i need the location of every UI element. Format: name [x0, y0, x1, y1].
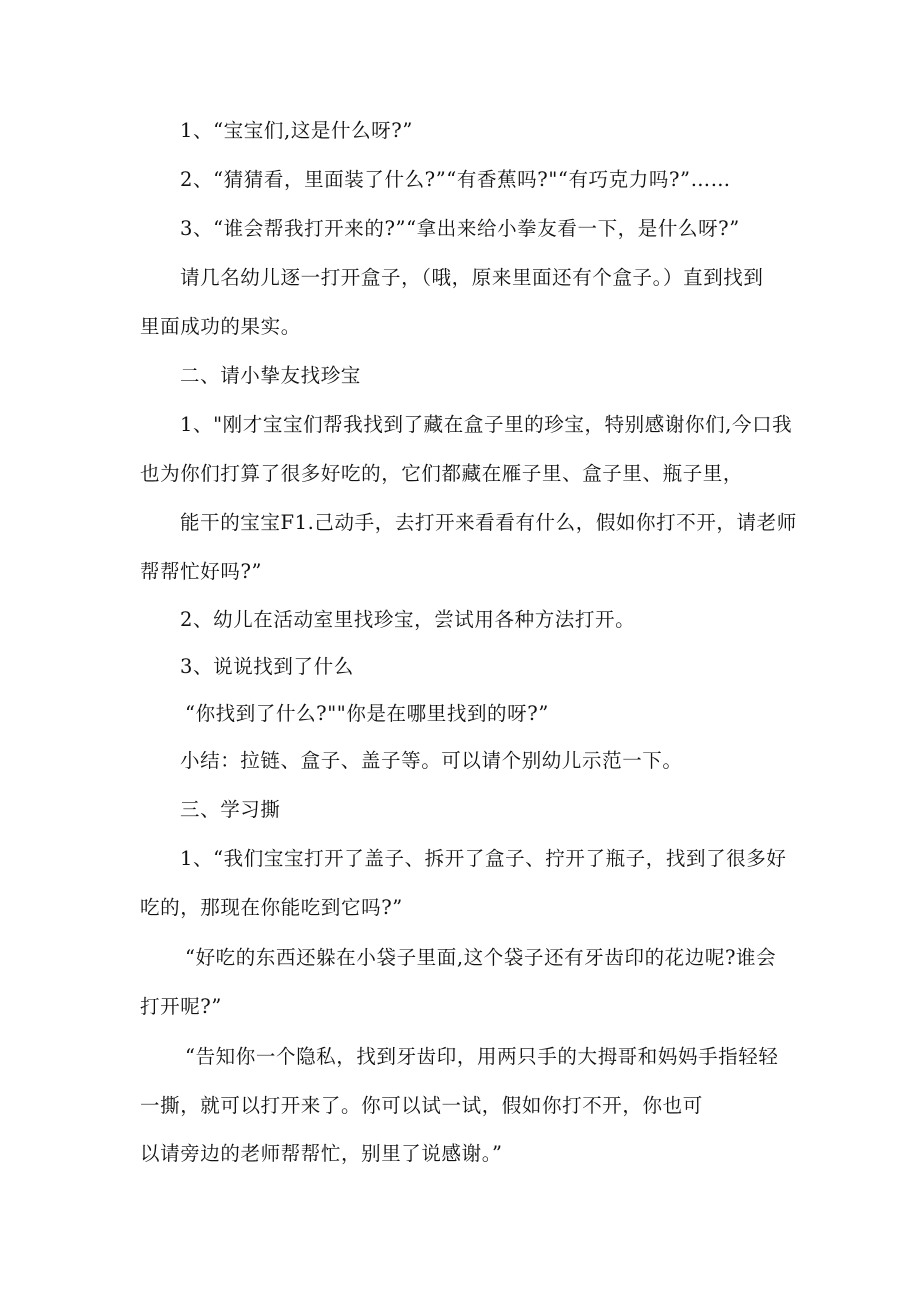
text-line: 里面成功的果实。: [140, 315, 301, 338]
section-heading: 二、请小挚友找珍宝: [180, 364, 361, 387]
text-line: 请几名幼儿逐一打开盒子，（哦，原来里面还有个盒子。）直到找到: [180, 266, 764, 289]
text-line: 2、幼儿在活动室里找珍宝，尝试用各种方法打开。: [180, 608, 636, 631]
text-line: “你找到了什么?""你是在哪里找到的呀?”: [185, 702, 549, 725]
text-line: 一撕，就可以打开来了。你可以试一试，假如你打不开，你也可: [140, 1094, 703, 1117]
text-line: 以请旁边的老师帮帮忙，别里了说感谢。”: [140, 1142, 503, 1165]
text-line: 吃的，那现在你能吃到它吗?”: [140, 896, 403, 919]
text-line: 3、“谁会帮我打开来的?”“拿出来给小拳友看一下，是什么呀?”: [180, 217, 740, 240]
text-line: “告知你一个隐私，找到牙齿印，用两只手的大拇哥和妈妈手指轻轻: [185, 1045, 779, 1068]
text-line: 1、“我们宝宝打开了盖子、拆开了盒子、拧开了瓶子，找到了很多好: [180, 847, 787, 870]
text-line: “好吃的东西还躲在小袋子里面,这个袋子还有牙齿印的花边呢?谁会: [185, 946, 777, 969]
text-line: 1、“宝宝们,这是什么呀?”: [180, 119, 413, 142]
text-line: 小结：拉链、盒子、盖子等。可以请个别幼儿示范一下。: [180, 749, 683, 772]
text-line: 3、说说找到了什么: [180, 655, 354, 678]
text-line: 2、“猜猜看，里面装了什么?”“有香蕉吗?"“有巧克力吗?”……: [180, 168, 731, 191]
text-line: 能干的宝宝F1.己动手，去打开来看看有什么，假如你打不开，请老师: [180, 511, 797, 534]
text-line: 打开呢?”: [140, 995, 222, 1018]
text-line: 1、"刚才宝宝们帮我找到了藏在盒子里的珍宝，特别感谢你们,今口我: [180, 413, 793, 436]
text-line: 帮帮忙好吗?”: [140, 560, 263, 583]
section-heading: 三、学习撕: [180, 798, 281, 821]
text-line: 也为你们打算了很多好吃的，它们都藏在雁子里、盒子里、瓶子里，: [140, 462, 744, 485]
